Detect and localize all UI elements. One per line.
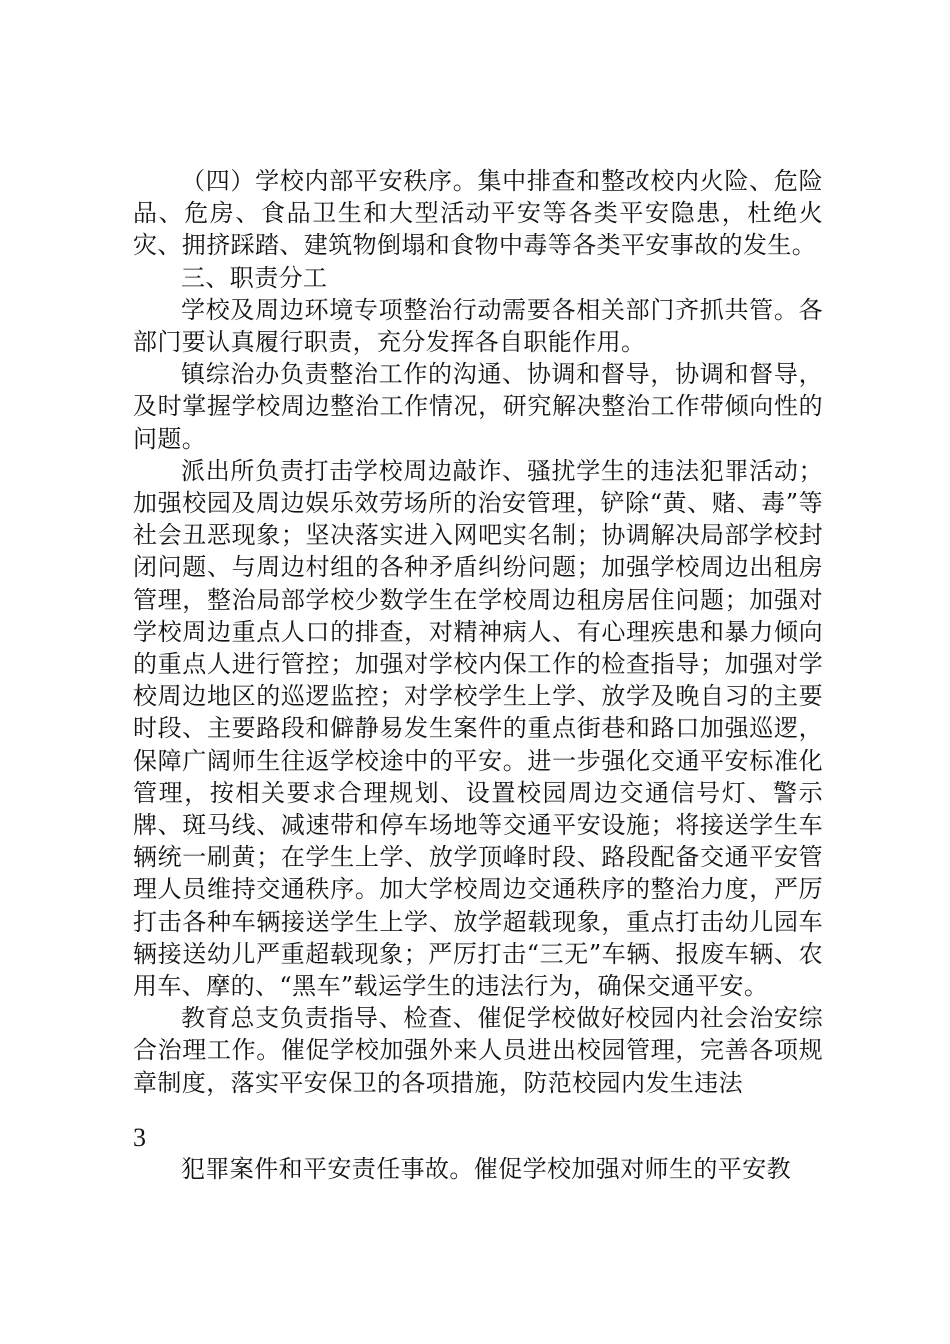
paragraph-education-branch: 教育总支负责指导、检查、催促学校做好校园内社会治安综合治理工作。催促学校加强外来人员进出校园管理，完善各项规章制度，落实平安保卫的各项措施，防范校园内发生违法 [133,1004,823,1097]
body-text [133,165,823,1099]
section-heading-responsibilities: 三、职责分工 [181,263,328,292]
page-number: 3 [133,1123,146,1152]
paragraph-joint-management: 学校及周边环境专项整治行动需要各相关部门齐抓共管。各部门要认真履行职责，充分发挥各自职能作用。 [133,295,823,357]
paragraph-police-station: 派出所负责打击学校周边敲诈、骚扰学生的违法犯罪活动；加强校园及周边娱乐效劳场所的治安管理，铲除“黄、赌、毒”等社会丑恶现象；坚决落实进入网吧实名制；协调解决局部学校封闭问题、与周边村组的各种矛盾纠纷问题；加强学校周边出租房管理，整治局部学校少数学生在学校周边租房居住问题；加强对学校周边重点人口的排查，对精神病人、有心理疾患和暴力倾向的重点人进行管控；加强对学校内保工作的检查指导；加强对学校周边地区的巡逻监控；对学校学生上学、放学及晚自习的主要时段、主要路段和僻静易发生案件的重点街巷和路口加强巡逻，保障广阔师生往返学校途中的平安。进一步强化交通平安标准化管理，按相关要求合理规划、设置校园周边交通信号灯、警示牌、斑马线、减速带和停车场地等交通平安设施；将接送学生车辆统一刷黄；在学生上学、放学顶峰时段、路段配备交通平安管理人员维持交通秩序。加大学校周边交通秩序的整治力度，严厉打击各种车辆接送学生上学、放学超载现象，重点打击幼儿园车辆接送幼儿严重超载现象；严厉打击“三无”车辆、报废车辆、农用车、摩的、“黑车”载运学生的违法行为，确保交通平安。 [133,456,823,1001]
paragraph-town-office: 镇综治办负责整治工作的沟通、协调和督导，协调和督导，及时掌握学校周边整治工作情况，研究解决整治工作带倾向性的问题。 [133,360,823,453]
paragraph-school-internal-safety: （四）学校内部平安秩序。集中排查和整改校内火险、危险品、危房、食品卫生和大型活动平安等各类平安隐患，杜绝火灾、拥挤踩踏、建筑物倒塌和食物中毒等各类平安事故的发生。 [133,167,823,260]
paragraph-continuation: 犯罪案件和平安责任事故。催促学校加强对师生的平安教 [181,1155,791,1183]
